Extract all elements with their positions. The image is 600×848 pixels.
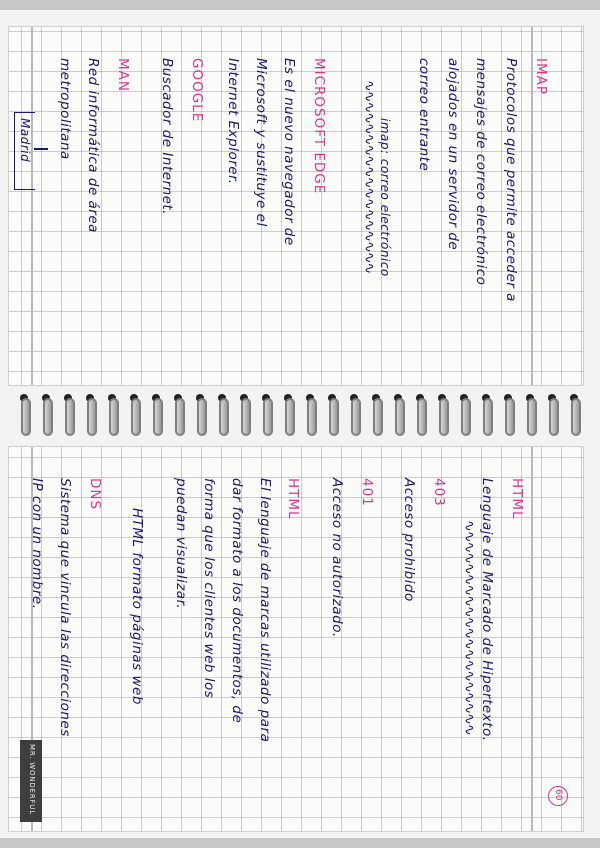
man-note: Madrid [18,118,32,163]
html2-line-3: forma que los clientes web los [201,478,217,699]
google-line-1: Buscador de Internet. [159,58,175,216]
edge-line-1: Es el nuevo navegador de [281,58,297,246]
html-line-1: Lenguaje de Marcado de Hipertexto. [479,478,495,742]
margin-line [31,27,33,385]
error-403-heading: 403 [431,478,447,507]
error-403-line: Acceso prohibido [401,478,417,602]
dns-line-1: Sistema que vincula las direcciones [57,478,73,737]
edge-line-3: Internet Explorer. [225,58,241,185]
underline-squiggle-icon: ∿∿∿∿∿∿∿∿∿∿∿∿∿∿∿∿∿∿∿∿ [461,520,477,735]
imap-line-1: Protocolos que permite acceder a [503,58,519,302]
html-heading-2: HTML [285,478,301,520]
underline-squiggle-icon: ∿∿∿∿∿∿∿∿∿∿∿∿∿∿∿∿∿∿ [361,80,377,274]
spiral-binding [0,392,600,444]
dns-heading: DNS [87,478,103,511]
imap-line-2: mensajes de correo electrónico [473,58,489,286]
man-heading: MAN [115,58,131,92]
page-number-badge [548,786,568,806]
page-number: 60 [553,789,563,801]
brand-text: MR. WONDERFUL [28,744,36,815]
margin-line [531,447,533,831]
man-line-2: metropolitana [57,58,73,160]
brand-label [20,740,42,822]
html2-line-4: puedan visualizar. [173,478,189,610]
imap-line-4: correo entrante [416,58,432,172]
man-line-1: Red informática de área [85,58,101,233]
html-heading-1: HTML [509,478,525,520]
dns-line-2: IP con un nombre. [29,478,45,610]
html2-line-1: El lenguaje de marcas utilizado para [257,478,273,743]
html2-note: HTML formato páginas web [129,508,145,705]
edge-heading: MICROSOFT EDGE [311,58,327,195]
edge-line-2: Microsoft y sustituye el [253,58,269,227]
imap-heading: IMAP [533,58,549,96]
imap-line-3: alojados en un servidor de [445,58,461,251]
google-heading: GOOGLE [189,58,205,123]
imap-note: imap: correo electrónico [378,118,392,277]
arrow-icon [34,148,48,150]
error-401-heading: 401 [359,478,375,507]
html2-line-2: dar formato a los documentos, de [229,478,245,724]
error-401-line: Acceso no autorizado. [329,478,345,638]
